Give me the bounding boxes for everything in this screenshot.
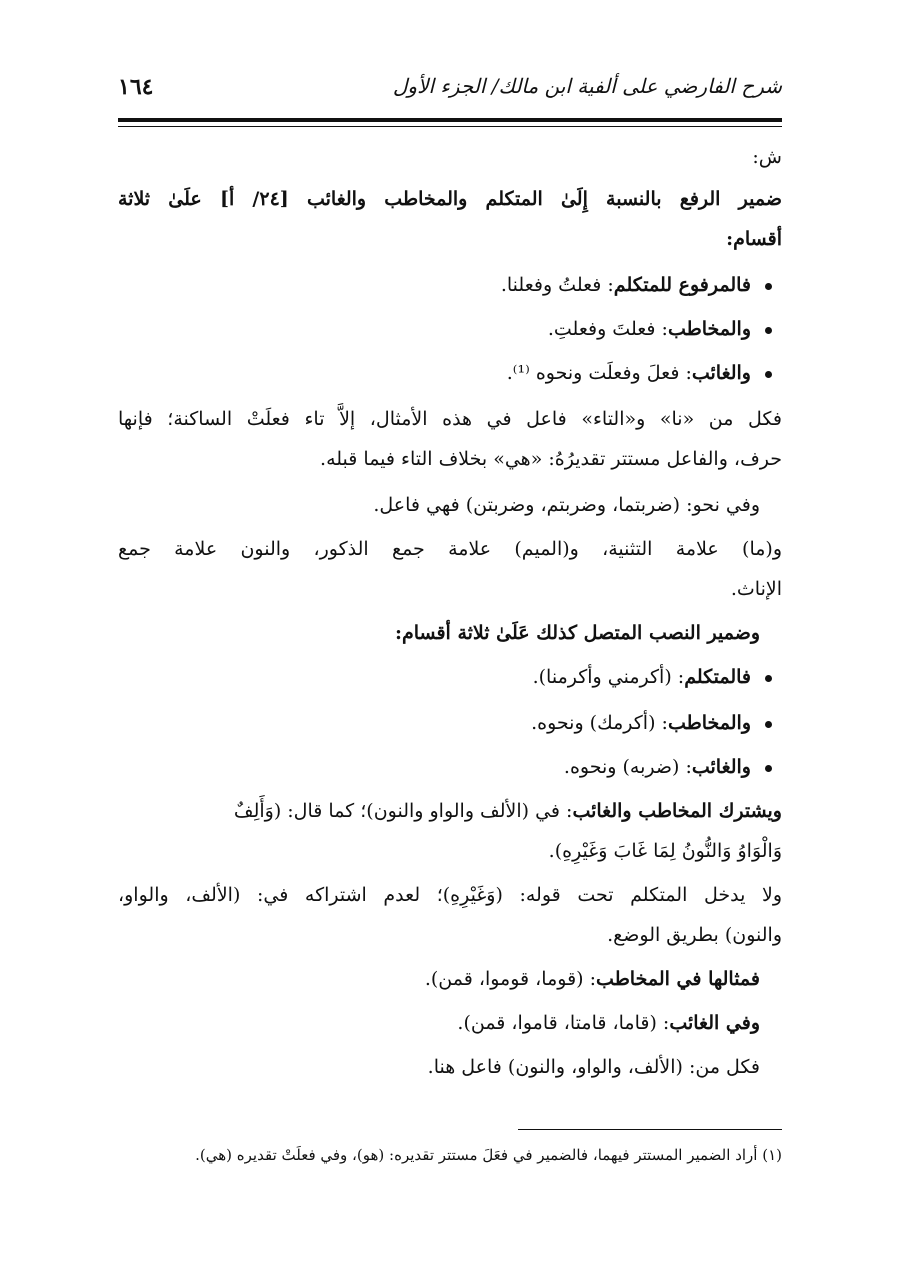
bullet-icon (765, 675, 772, 682)
bullet-term: والغائب (691, 362, 751, 384)
bullet-icon (765, 765, 772, 772)
bullet-text: : (ضربه) ونحوه. (563, 756, 692, 778)
para-1-line-2: أقسام: (726, 228, 782, 250)
nasb-heading: وضمير النصب المتصل كذلك عَلَىٰ ثلاثة أقسام: (394, 622, 760, 644)
para-5-term: ويشترك المخاطب والغائب (572, 800, 782, 822)
example-conclusion: فكل من: (الألف، والواو، والنون) فاعل هنا. (427, 1056, 760, 1078)
para-5-line-1 (118, 800, 782, 822)
para-6-line-1: ولا يدخل المتكلم تحت قوله: (وَغَيْرِهِ)؛ لعدم اشتراكه في: (الألف، والواو، (118, 884, 782, 906)
bullet-term: فالمرفوع للمتكلم (613, 274, 751, 296)
running-header (118, 72, 782, 112)
raf-bullet-absent (507, 362, 772, 384)
para-2-line-1: فكل من «نا» و«التاء» فاعل في هذه الأمثال، إلاَّ تاء فعلَتْ الساكنة؛ فإنها (118, 408, 782, 430)
bullet-text: : فعلتَ وفعلتِ. (547, 318, 668, 340)
raf-bullet-speaker (501, 274, 772, 296)
bullet-icon (765, 721, 772, 728)
para-2-line-2: حرف، والفاعل مستتر تقديرُهُ: «هي» بخلاف التاء فيما قبله. (320, 448, 782, 470)
example-absent (457, 1012, 760, 1034)
para-5-text: : في (الألف والواو والنون)؛ كما قال: (وَأَلِفٌ (233, 800, 573, 822)
header-title: شرح الفارضي على ألفية ابن مالك/ الجزء الأول (392, 74, 782, 98)
header-rule-thick (118, 118, 782, 122)
bullet-text: : (أكرمك) ونحوه. (531, 712, 668, 734)
header-rule-thin (118, 126, 782, 127)
example-addressee (425, 968, 760, 990)
example-term: فمثالها في المخاطب (596, 968, 760, 990)
para-4-line-2: الإناث. (730, 578, 782, 600)
footnote: (١) أراد الضمير المستتر فيهما، فالضمير في فعَلَ مستتر تقديره: (هو)، وفي فعلَتْ تقديره (هي). (195, 1146, 782, 1164)
bullet-term: فالمتكلم (684, 666, 751, 688)
para-5-line-2: وَالْوَاوُ وَالنُّونُ لِمَا غَابَ وَغَيْرِهِ). (548, 840, 782, 862)
sharh-label: ش: (752, 146, 782, 168)
raf-bullet-addressee (548, 318, 772, 340)
bullet-term: والغائب (691, 756, 751, 778)
bullet-term: والمخاطب (667, 712, 751, 734)
para-6-line-2: والنون) بطريق الوضع. (607, 924, 782, 946)
example-term: وفي الغائب (669, 1012, 760, 1034)
bullet-text: : فعلَ وفعلَت ونحوه ⁽¹⁾. (506, 362, 692, 384)
nasb-bullet-absent (564, 756, 772, 778)
bullet-icon (765, 327, 772, 334)
page-number: ١٦٤ (118, 74, 154, 100)
para-1-line-1: ضمير الرفع بالنسبة إِلَىٰ المتكلم والمخاطب والغائب [٢٤/ أ] علَىٰ ثلاثة (118, 188, 782, 210)
example-text: : (قوما، قوموا، قمن). (424, 968, 597, 990)
para-3: وفي نحو: (ضربتما، وضربتم، وضربتن) فهي فاعل. (373, 494, 760, 516)
nasb-bullet-speaker (533, 666, 772, 688)
bullet-text: : فعلتُ وفعلنا. (500, 274, 614, 296)
bullet-icon (765, 283, 772, 290)
example-text: : (قاما، قامتا، قاموا، قمن). (457, 1012, 670, 1034)
bullet-text: : (أكرمني وأكرمنا). (532, 666, 685, 688)
bullet-icon (765, 371, 772, 378)
nasb-bullet-addressee (531, 712, 772, 734)
footnote-rule (518, 1129, 782, 1130)
bullet-term: والمخاطب (667, 318, 751, 340)
para-4-line-1: و(ما) علامة التثنية، و(الميم) علامة جمع الذكور، والنون علامة جمع (118, 538, 782, 560)
